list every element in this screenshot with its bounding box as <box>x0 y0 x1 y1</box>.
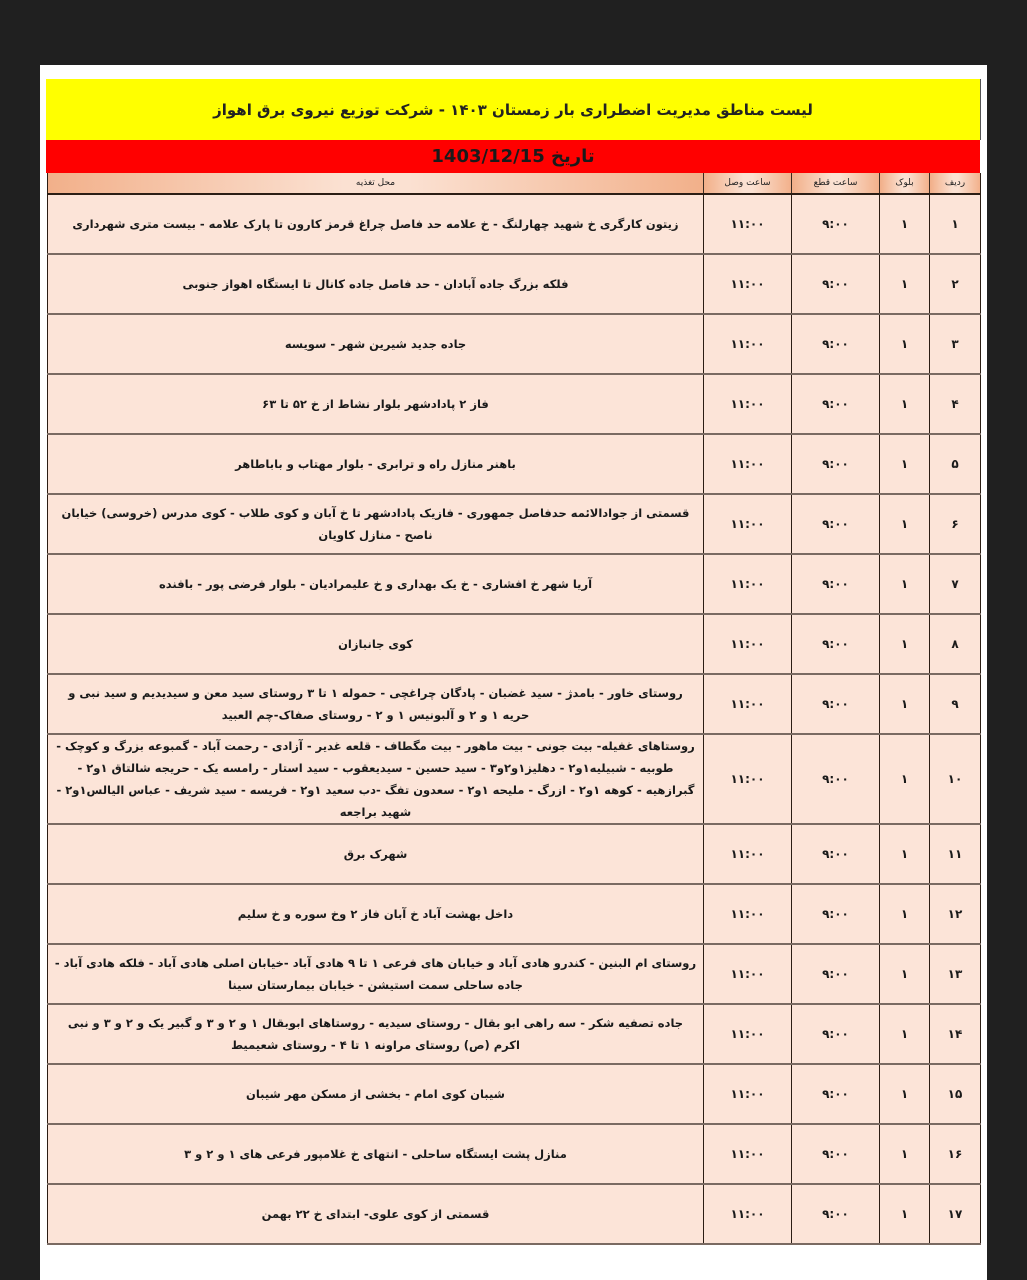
table-row <box>48 1064 981 1124</box>
block-cell: ۱ <box>880 734 930 824</box>
row-number-cell: ۷ <box>930 554 981 614</box>
connect-time-cell: ۱۱:۰۰ <box>704 734 792 824</box>
location-cell: فاز ۲ پادادشهر بلوار نشاط از خ ۵۲ تا ۶۳ <box>48 374 704 434</box>
connect-time-cell: ۱۱:۰۰ <box>704 614 792 674</box>
cut-time-cell: ۹:۰۰ <box>792 884 880 944</box>
connect-time-cell: ۱۱:۰۰ <box>704 494 792 554</box>
connect-time-cell: ۱۱:۰۰ <box>704 1004 792 1064</box>
location-cell: روستاهای غفیله- بیت جونی - بیت ماهور - بیت مگطاف - قلعه غدیر - آزادی - رحمت آباد - گمبوعه بزرگ و کوچک - طوبیه - شبیلیه۱و۲ - دهلیز۱و۲و۳ - سید حسین - سیدیعقوب - سید استار - رامسه یک - حریجه شالتاق ۱و۲ - گبرازهیه - کوهه ۱و۲ - ازرگ - ملیحه ۱و۲ - سعدون تفگ -دب سعید ۱و۲ - فریسه - سید شریف - عباس الیالس۱و۲ - شهید براجعه <box>48 734 704 824</box>
row-number-cell: ۱۲ <box>930 884 981 944</box>
cut-time-cell: ۹:۰۰ <box>792 674 880 734</box>
connect-time-cell: ۱۱:۰۰ <box>704 674 792 734</box>
connect-time-cell: ۱۱:۰۰ <box>704 944 792 1004</box>
block-cell: ۱ <box>880 254 930 314</box>
table-row <box>48 254 981 314</box>
block-cell: ۱ <box>880 614 930 674</box>
table-row <box>48 674 981 734</box>
connect-time-cell: ۱۱:۰۰ <box>704 194 792 254</box>
row-number-cell: ۱ <box>930 194 981 254</box>
table-row <box>48 374 981 434</box>
row-number-cell: ۸ <box>930 614 981 674</box>
table-row <box>48 944 981 1004</box>
header-block: بلوک <box>880 173 930 194</box>
block-cell: ۱ <box>880 1064 930 1124</box>
cut-time-cell: ۹:۰۰ <box>792 194 880 254</box>
cut-time-cell: ۹:۰۰ <box>792 254 880 314</box>
row-number-cell: ۱۱ <box>930 824 981 884</box>
row-number-cell: ۶ <box>930 494 981 554</box>
cut-time-cell: ۹:۰۰ <box>792 824 880 884</box>
connect-time-cell: ۱۱:۰۰ <box>704 554 792 614</box>
row-number-cell: ۱۶ <box>930 1124 981 1184</box>
block-cell: ۱ <box>880 494 930 554</box>
location-cell: کوی جانبازان <box>48 614 704 674</box>
table-row <box>48 734 981 824</box>
header-row-number: ردیف <box>930 173 981 194</box>
block-cell: ۱ <box>880 1124 930 1184</box>
block-cell: ۱ <box>880 194 930 254</box>
connect-time-cell: ۱۱:۰۰ <box>704 1184 792 1244</box>
connect-time-cell: ۱۱:۰۰ <box>704 434 792 494</box>
location-cell: شهرک برق <box>48 824 704 884</box>
connect-time-cell: ۱۱:۰۰ <box>704 884 792 944</box>
cut-time-cell: ۹:۰۰ <box>792 1184 880 1244</box>
cut-time-cell: ۹:۰۰ <box>792 734 880 824</box>
block-cell: ۱ <box>880 824 930 884</box>
block-cell: ۱ <box>880 884 930 944</box>
header-connect-time: ساعت وصل <box>704 173 792 194</box>
connect-time-cell: ۱۱:۰۰ <box>704 1064 792 1124</box>
location-cell: باهنر منازل راه و ترابری - بلوار مهتاب و باباطاهر <box>48 434 704 494</box>
table-row <box>48 1184 981 1244</box>
connect-time-cell: ۱۱:۰۰ <box>704 824 792 884</box>
cut-time-cell: ۹:۰۰ <box>792 494 880 554</box>
location-cell: داخل بهشت آباد خ آبان فاز ۲ وخ سوره و خ سلیم <box>48 884 704 944</box>
row-number-cell: ۱۵ <box>930 1064 981 1124</box>
location-cell: آریا شهر خ افشاری - خ یک بهداری و خ علیمرادیان - بلوار فرضی پور - بافنده <box>48 554 704 614</box>
block-cell: ۱ <box>880 314 930 374</box>
header-cut-time: ساعت قطع <box>792 173 880 194</box>
cut-time-cell: ۹:۰۰ <box>792 314 880 374</box>
header-location: محل تغذیه <box>48 173 704 194</box>
location-cell: جاده تصفیه شکر - سه راهی ابو بقال - روستای سیدیه - روستاهای ابوبقال ۱ و ۲ و ۳ و گبیر یک و ۲ و ۳ و نبی اکرم (ص) روستای مراونه ۱ تا ۴ - روستای شعیمیط <box>48 1004 704 1064</box>
row-number-cell: ۳ <box>930 314 981 374</box>
table-row <box>48 884 981 944</box>
connect-time-cell: ۱۱:۰۰ <box>704 254 792 314</box>
location-cell: زیتون کارگری خ شهید چهارلنگ - خ علامه حد فاصل چراغ قرمز کارون تا پارک علامه - بیست متری شهرداری <box>48 194 704 254</box>
row-number-cell: ۱۷ <box>930 1184 981 1244</box>
row-number-cell: ۱۴ <box>930 1004 981 1064</box>
connect-time-cell: ۱۱:۰۰ <box>704 1124 792 1184</box>
location-cell: روستای خاور - بامدژ - سید غضبان - پادگان چراغچی - حموله ۱ تا ۳ روستای سید معن و سیدیدیم و سید نبی و حریه ۱ و ۲ و آلبونیس ۱ و ۲ - روستای صفاک-چم العبید <box>48 674 704 734</box>
table-row <box>48 494 981 554</box>
table-header-row <box>48 173 981 194</box>
row-number-cell: ۲ <box>930 254 981 314</box>
table-row <box>48 1124 981 1184</box>
row-number-cell: ۹ <box>930 674 981 734</box>
location-cell: قسمتی از کوی علوی- ابتدای خ ۲۲ بهمن <box>48 1184 704 1244</box>
table-row <box>48 614 981 674</box>
cut-time-cell: ۹:۰۰ <box>792 434 880 494</box>
cut-time-cell: ۹:۰۰ <box>792 1064 880 1124</box>
cut-time-cell: ۹:۰۰ <box>792 374 880 434</box>
cut-time-cell: ۹:۰۰ <box>792 614 880 674</box>
table-row <box>48 434 981 494</box>
block-cell: ۱ <box>880 374 930 434</box>
date-banner: تاریخ 1403/12/15 <box>46 140 980 173</box>
row-number-cell: ۵ <box>930 434 981 494</box>
row-number-cell: ۱۰ <box>930 734 981 824</box>
table-row <box>48 194 981 254</box>
outage-schedule-table <box>47 173 981 1245</box>
table-row <box>48 554 981 614</box>
block-cell: ۱ <box>880 1184 930 1244</box>
location-cell: شیبان کوی امام - بخشی از مسکن مهر شیبان <box>48 1064 704 1124</box>
block-cell: ۱ <box>880 944 930 1004</box>
document-title: لیست مناطق مدیریت اضطراری بار زمستان ۱۴۰۳ - شرکت توزیع نیروی برق اهواز <box>46 79 981 140</box>
document-page <box>40 65 987 1280</box>
location-cell: فلکه بزرگ جاده آبادان - حد فاصل جاده کانال تا ایستگاه اهواز جنوبی <box>48 254 704 314</box>
block-cell: ۱ <box>880 674 930 734</box>
location-cell: منازل پشت ایستگاه ساحلی - انتهای خ غلامپور فرعی های ۱ و ۲ و ۳ <box>48 1124 704 1184</box>
block-cell: ۱ <box>880 554 930 614</box>
location-cell: جاده جدید شیرین شهر - سویسه <box>48 314 704 374</box>
cut-time-cell: ۹:۰۰ <box>792 944 880 1004</box>
row-number-cell: ۴ <box>930 374 981 434</box>
cut-time-cell: ۹:۰۰ <box>792 1124 880 1184</box>
table-row <box>48 1004 981 1064</box>
block-cell: ۱ <box>880 1004 930 1064</box>
connect-time-cell: ۱۱:۰۰ <box>704 314 792 374</box>
location-cell: قسمتی از جوادالائمه حدفاصل جمهوری - فازیک پادادشهر تا خ آبان و کوی طلاب - کوی مدرس (خروسی) خیابان ناصح - منازل کاویان <box>48 494 704 554</box>
cut-time-cell: ۹:۰۰ <box>792 554 880 614</box>
block-cell: ۱ <box>880 434 930 494</box>
table-row <box>48 314 981 374</box>
location-cell: روستای ام البنین - کندرو هادی آباد و خیابان های فرعی ۱ تا ۹ هادی آباد -خیابان اصلی هادی آباد - فلکه هادی آباد - جاده ساحلی سمت استیشن - خیابان بیمارستان سینا <box>48 944 704 1004</box>
cut-time-cell: ۹:۰۰ <box>792 1004 880 1064</box>
connect-time-cell: ۱۱:۰۰ <box>704 374 792 434</box>
row-number-cell: ۱۳ <box>930 944 981 1004</box>
table-row <box>48 824 981 884</box>
